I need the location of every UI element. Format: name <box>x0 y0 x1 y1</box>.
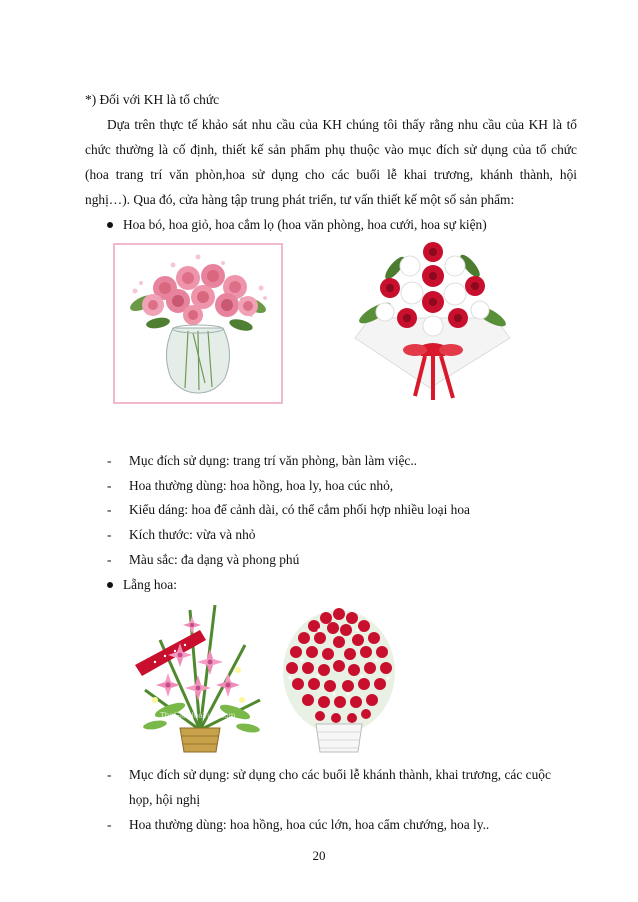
basket-flowers-item: - Hoa thường dùng: hoa hồng, hoa cúc lớn, hoa cẩm chướng, hoa ly.. <box>107 817 490 832</box>
item-text: Hoa thường dùng: hoa hồng, hoa cúc lớn, hoa cẩm chướng, hoa ly.. <box>129 817 490 832</box>
item-text: Mục đích sử dụng: trang trí văn phòng, bàn làm việc.. <box>129 453 418 468</box>
heading: *) Đối với KH là tổ chức <box>85 92 220 107</box>
pink-roses-vase-image <box>113 243 283 404</box>
lily-basket-image <box>130 600 270 758</box>
bullet-flower-basket <box>107 575 177 595</box>
item-text: Kiểu dáng: hoa để cảnh dài, có thể cắm phối hợp nhiều loại hoa <box>129 502 470 517</box>
purpose-item: - Mục đích sử dụng: trang trí văn phòng, bàn làm việc.. <box>107 453 418 468</box>
item-text: Kích thước: vừa và nhỏ <box>129 527 256 542</box>
bullet-text: Lẵng hoa: <box>123 577 177 592</box>
common-flowers-item: - Hoa thường dùng: hoa hồng, hoa ly, hoa cúc nhỏ, <box>107 478 394 493</box>
basket-purpose-item: - Mục đích sử dụng: sử dụng cho các buổi lễ khánh thành, khai trương, các cuộc <box>107 767 551 782</box>
intro-line-3: (hoa trang trí văn phòn,hoa sử dụng cho các buổi lễ khai trương, khánh thành, hội <box>85 167 577 182</box>
red-white-bouquet-image <box>345 238 520 403</box>
basket-purpose-continuation: họp, hội nghị <box>129 792 201 807</box>
style-item: - Kiểu dáng: hoa để cảnh dài, có thể cắm phối hợp nhiều loại hoa <box>107 502 470 517</box>
bullet-text: Hoa bó, hoa giỏ, hoa cắm lọ (hoa văn phòng, hoa cưới, hoa sự kiện) <box>123 217 487 232</box>
item-text: Hoa thường dùng: hoa hồng, hoa ly, hoa cúc nhỏ, <box>129 478 394 493</box>
item-text: Màu sắc: đa dạng và phong phú <box>129 552 300 567</box>
red-roses-basket-image <box>278 602 400 758</box>
bullet-dot-icon <box>107 222 113 228</box>
color-item: - Màu sắc: đa dạng và phong phú <box>107 552 300 567</box>
intro-line-2: chức thường là cố định, thiết kế sản phẩm phụ thuộc vào mục đích sử dụng của tổ chức <box>85 142 577 157</box>
page-number: 20 <box>312 848 326 863</box>
size-item: - Kích thước: vừa và nhỏ <box>107 527 256 542</box>
item-text: Mục đích sử dụng: sử dụng cho các buổi lễ khánh thành, khai trương, các cuộc <box>129 767 551 782</box>
bullet-flower-types <box>107 215 487 235</box>
intro-line-1: Dựa trên thực tế khảo sát nhu cầu của KH chúng tôi thấy rằng nhu cầu của KH là tổ <box>107 117 577 132</box>
watermark-text: TheGioiHoaTuoi.com <box>160 711 236 720</box>
bullet-dot-icon <box>107 582 113 588</box>
intro-line-4: nghị…). Qua đó, cửa hàng tập trung phát triển, tư vấn thiết kế một số sản phẩm: <box>85 192 515 207</box>
